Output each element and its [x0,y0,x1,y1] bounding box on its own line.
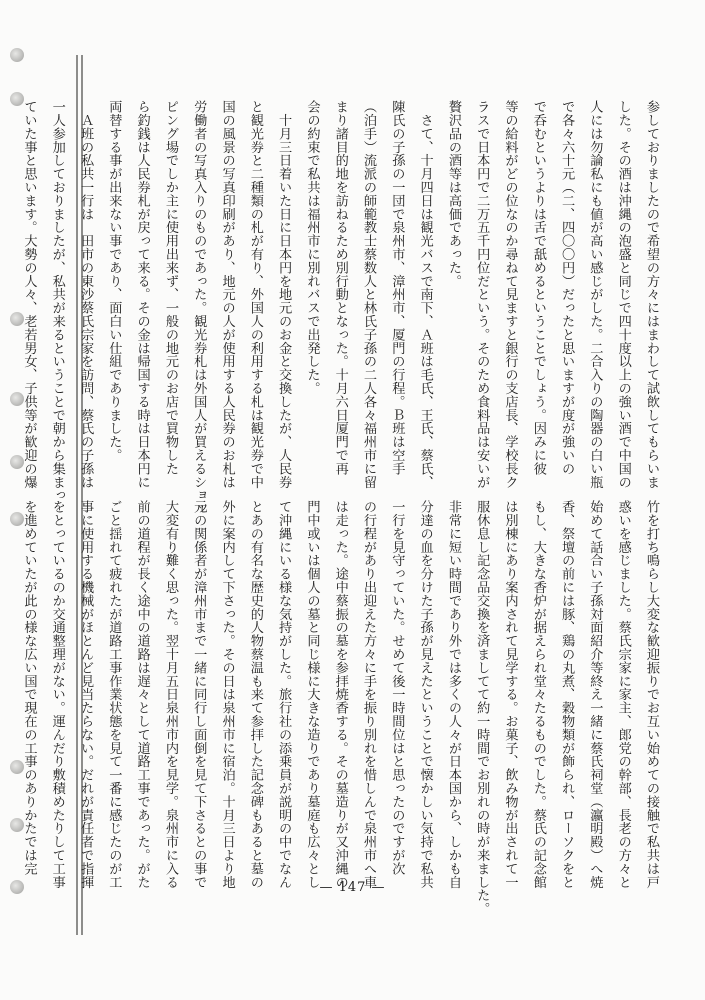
page-number: — 147 — [319,880,386,895]
text-block-bottom: 竹を打ち鳴らし大変な歓迎振りでお互い始めての接触で私共は戸 惑いを感じました。蔡氏宗家に家主、郎党の幹部、長老の方々と 始めて話合い子孫対面紹介等終え一緒に蔡氏祠堂（瀛明殿）へ焼 香、祭壇の前には豚、鶏の丸煮、穀物類が飾られ、ローソクをと もし、大きな香炉が据えられ堂々たるものでした。蔡氏の記念館 は別棟にあり案内されて見学する。お菓子、飲み物が出されて一 服休息し記念品交換を済ましてて約一時間でお別れの時が来ました。 非常に短い時間であり外では多くの人々が日本国から、しかも自 分達の血を分けた子孫が見えたということで懐かしい気持で私共 一行を見守っていた。せめて後一時間位はと思ったのですが次 の行程があり出迎えた方々に手を振り別れを惜しんで泉州市へ車 は走った。途中蔡振の墓を参拝焼香する。その墓造りが又沖縄の 門中或いは個人の墓と同じ様に大きな造りであり墓庭も広々とし て沖縄にいる様な気持がした。旅行社の添乗員が説明の中でなん とあの有名な歴史的人物蔡温も来て参拝した記念碑もあると墓の 外に案内して下さった。その日は泉州市に宿泊。十月三日より地 元の関係者が漳州市まで一緒に同行し面倒を見て下さるとの事で 大変有り難く思った。翌十月五日泉州市内を見学。泉州市に入る 前の道程が長く途中の道路は遅々として道路工事であった。がた ごと揺れて疲れたが道路工事作業状態を見て一番に感じたのが工 事に使用する機械がほとんど見当たらない。だれが責任者で指揮 をとっているのか交通整理がない。運んだり敷積めたりして工事 を進めていたが此の様な広い国で現在の工事のありかたでは完 [21,500,659,916]
text-block-top: 参しておりましたので希望の方々にはまわして試飲してもらいま した。その酒は沖縄の泡盛と同じで四十度以上の強い酒で中国の 人には勿論私にも値が高い感じがした。二合入りの陶器の白い瓶 で各々六十元（二、四〇〇円）だったと思いますが度が強いの で呑むというよりは舌で舐めるということでしょう。因みに彼 等の給料がどの位なのか尋ねて見ますと銀行の支店長、学校長ク ラスで日本円で二万五千円位だという。そのため食料品は安いが 贅沢品の酒等は高価であった。 さて、十月四日は観光バスで南下、Ａ班は毛氏、王氏、蔡氏、 陳氏の子孫の一団で泉州市、漳州市、厦門の行程。Ｂ班は空手 （泊手）流派の師範教士蔡数人と林氏子孫の二人各々福州市に留 まり諸目的地を訪ねるため別行動となった。十月六日厦門で再 会の約束で私共は福州市に別れバスで出発した。 十月三日着いた日に日本円を地元のお金と交換したが、人民券 と観光券と二種類の札が有り、外国人の利用する札は観光券で中 国の風景の写真印刷があり、地元の人が使用する人民券のお札は 労働者の写真入りのものであった。観光券札は外国人が買えるショッ ピング場でしか主に使用出来ず、一般の地元のお店で買物した ら釣銭は人民券札が戻って来る。その金は帰国する時は日本円に 両替する事が出来ない事であり、面白い仕組でありました。 Ａ班の私共一行は 田市の東沙蔡氏宗家を訪問、蔡氏の子孫は 一人参加しておりましたが、私共が来るということで朝から集まっ ていた事と思います。大勢の人々、老若男女、子供等が歓迎の爆 [21,100,659,516]
punch-hole [10,48,24,62]
